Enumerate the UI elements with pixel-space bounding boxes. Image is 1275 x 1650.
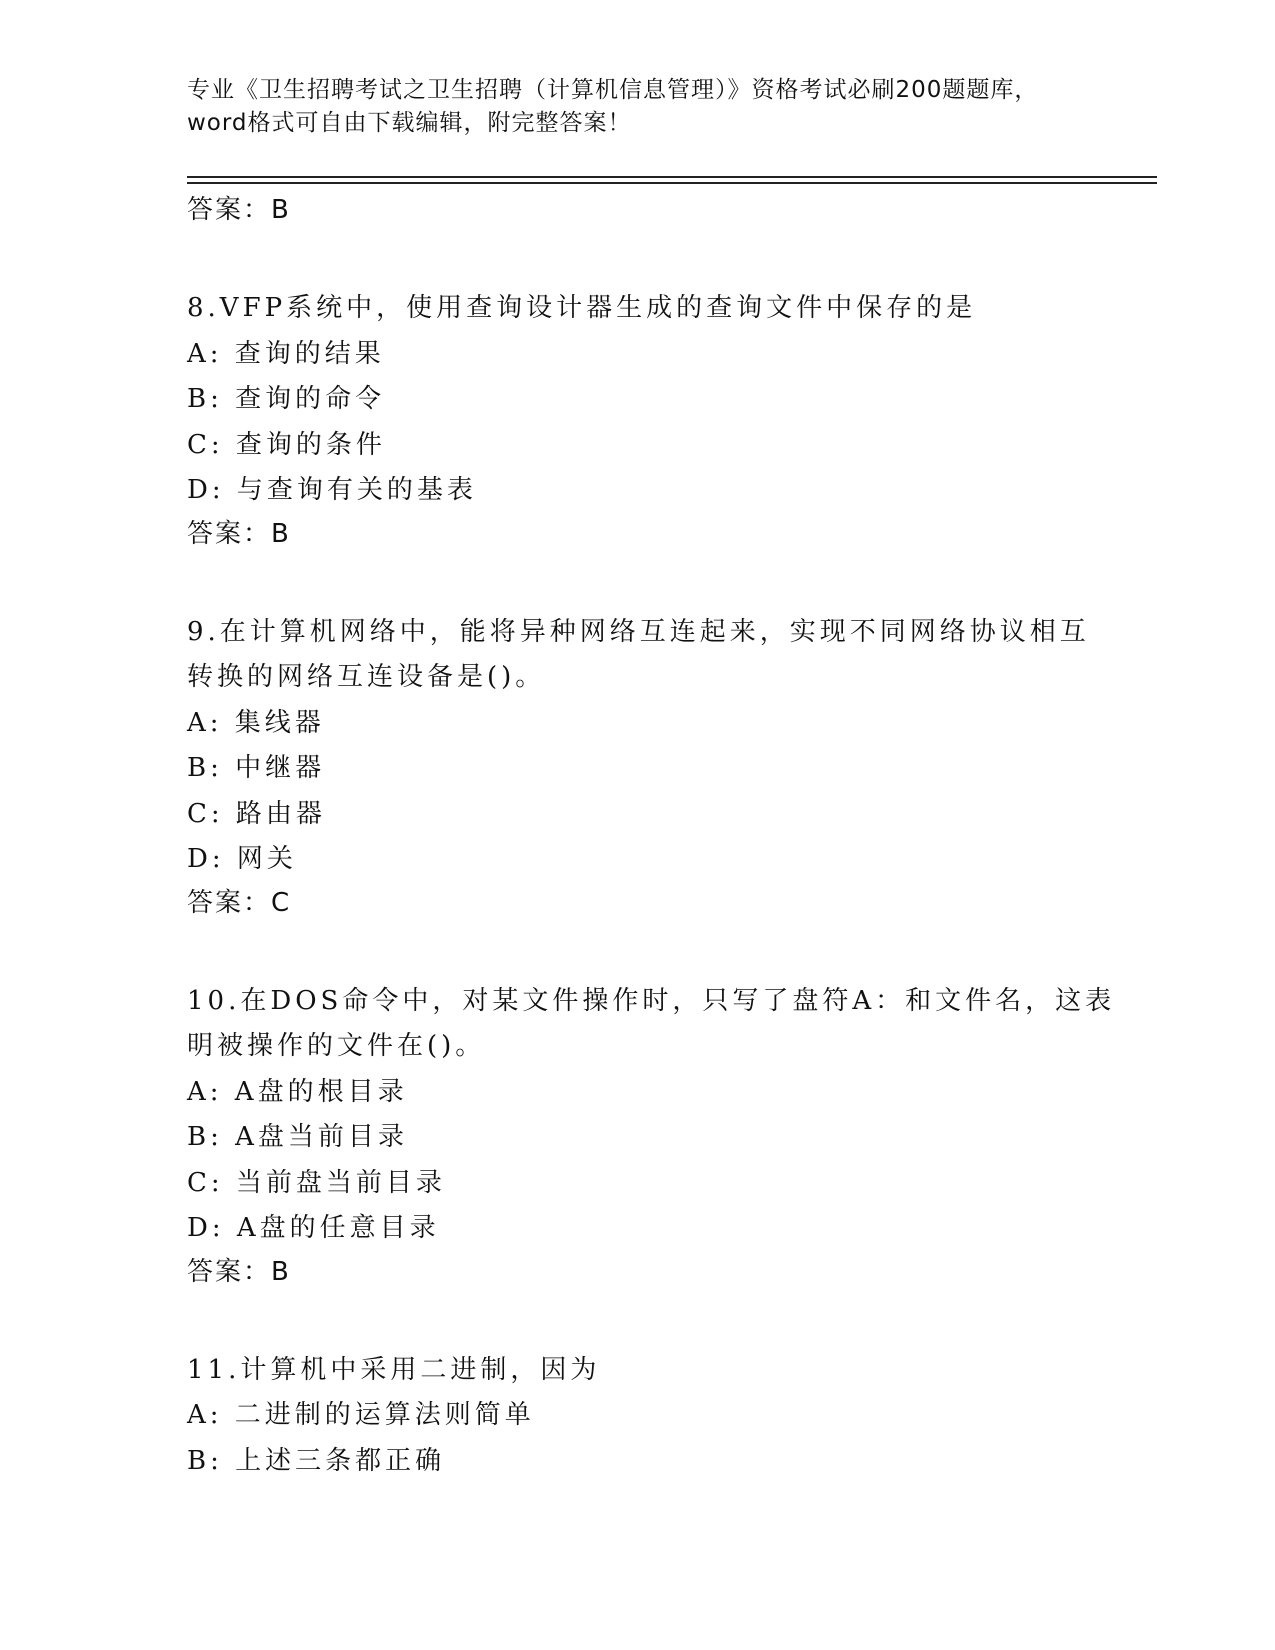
option-b: B: 上述三条都正确 bbox=[187, 1445, 446, 1476]
option-c: C: 路由器 bbox=[187, 798, 326, 829]
option-d: D: 与查询有关的基表 bbox=[187, 475, 477, 505]
option-a: A: A盘的根目录 bbox=[187, 1076, 408, 1107]
header-divider-bottom bbox=[187, 182, 1157, 184]
answer-line: 答案：B bbox=[187, 1256, 291, 1287]
option-d: D: 网关 bbox=[187, 844, 297, 874]
answer-line: 答案：B bbox=[187, 195, 291, 225]
header-line-2: word格式可自由下载编辑，附完整答案！ bbox=[187, 110, 632, 136]
answer-line: 答案：B bbox=[187, 518, 291, 549]
question-text: 明被操作的文件在()。 bbox=[187, 1031, 486, 1061]
header-divider-top bbox=[187, 176, 1157, 178]
question-11 bbox=[187, 1348, 1157, 1485]
answer-line: 答案：C bbox=[187, 887, 292, 918]
question-text: 11.计算机中采用二进制，因为 bbox=[187, 1354, 601, 1385]
question-8 bbox=[187, 286, 1157, 558]
question-text: 9.在计算机网络中，能将异种网络互连起来，实现不同网络协议相互 bbox=[187, 616, 1090, 647]
document-header bbox=[187, 74, 1157, 140]
question-list bbox=[187, 190, 1157, 1484]
question-9 bbox=[187, 610, 1157, 927]
question-text: 转换的网络互连设备是()。 bbox=[187, 662, 546, 692]
question-text: 8.VFP系统中，使用查询设计器生成的查询文件中保存的是 bbox=[187, 293, 977, 323]
question-text: 10.在DOS命令中，对某文件操作时，只写了盘符A：和文件名，这表 bbox=[187, 985, 1116, 1016]
option-a: A: 查询的结果 bbox=[187, 338, 385, 369]
option-b: B: 查询的命令 bbox=[187, 384, 386, 414]
question-10 bbox=[187, 979, 1157, 1296]
option-b: B: A盘当前目录 bbox=[187, 1122, 408, 1152]
option-d: D: A盘的任意目录 bbox=[187, 1213, 440, 1243]
header-line-1: 专业《卫生招聘考试之卫生招聘（计算机信息管理）》资格考试必刷200题题库， bbox=[187, 77, 1039, 103]
option-a: A: 二进制的运算法则简单 bbox=[187, 1400, 535, 1430]
option-a: A: 集线器 bbox=[187, 707, 325, 738]
option-b: B: 中继器 bbox=[187, 753, 326, 783]
option-c: C: 当前盘当前目录 bbox=[187, 1167, 446, 1198]
option-c: C: 查询的条件 bbox=[187, 429, 386, 460]
